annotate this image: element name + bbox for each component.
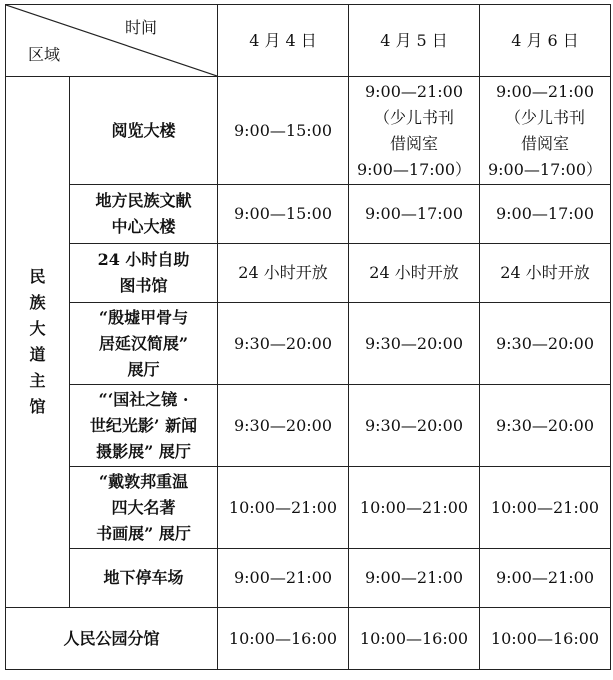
venue-name: “殷墟甲骨与 居延汉简展” 展厅 <box>70 303 218 385</box>
table-row <box>6 385 611 467</box>
hours-cell: 9:30—20:00 <box>480 385 611 467</box>
corner-area-label: 区域 <box>28 45 61 64</box>
table-row <box>6 185 611 244</box>
hours-cell: 9:30—20:00 <box>218 385 349 467</box>
hours-cell: 24 小时开放 <box>480 244 611 303</box>
corner-header-cell <box>6 5 218 77</box>
hours-cell: 10:00—21:00 <box>349 467 480 549</box>
date-header-apr5: 4 月 5 日 <box>349 5 480 77</box>
date-header-apr4: 4 月 4 日 <box>218 5 349 77</box>
branch-name: 人民公园分馆 <box>6 608 218 670</box>
hours-cell: 9:30—20:00 <box>349 385 480 467</box>
hours-cell: 9:00—15:00 <box>218 77 349 185</box>
hours-cell: 10:00—16:00 <box>349 608 480 670</box>
hours-cell: 10:00—16:00 <box>480 608 611 670</box>
main-library-group-label: 民 族 大 道 主 馆 <box>6 77 70 608</box>
hours-cell: 10:00—21:00 <box>218 467 349 549</box>
hours-cell: 9:00—15:00 <box>218 185 349 244</box>
hours-cell: 9:00—21:00 <box>480 549 611 608</box>
venue-name: “‘国社之镜 · 世纪光影’ 新闻 摄影展” 展厅 <box>70 385 218 467</box>
venue-name: “戴敦邦重温 四大名著 书画展” 展厅 <box>70 467 218 549</box>
hours-cell: 9:00—21:00 <box>349 549 480 608</box>
header-row <box>6 5 611 77</box>
corner-time-label: 时间 <box>124 18 157 37</box>
table-row <box>6 608 611 670</box>
opening-hours-table <box>5 4 611 670</box>
hours-cell: 9:30—20:00 <box>218 303 349 385</box>
table-row <box>6 303 611 385</box>
hours-cell: 9:00—21:00 （少儿书刊 借阅室 9:00—17:00） <box>480 77 611 185</box>
venue-name: 阅览大楼 <box>70 77 218 185</box>
venue-name: 24 小时自助 图书馆 <box>70 244 218 303</box>
date-header-apr6: 4 月 6 日 <box>480 5 611 77</box>
table-row <box>6 549 611 608</box>
hours-cell: 9:30—20:00 <box>349 303 480 385</box>
hours-cell: 24 小时开放 <box>218 244 349 303</box>
hours-cell: 9:00—17:00 <box>480 185 611 244</box>
hours-cell: 10:00—16:00 <box>218 608 349 670</box>
venue-name: 地下停车场 <box>70 549 218 608</box>
table-row <box>6 467 611 549</box>
hours-cell: 24 小时开放 <box>349 244 480 303</box>
hours-cell: 9:30—20:00 <box>480 303 611 385</box>
hours-cell: 10:00—21:00 <box>480 467 611 549</box>
hours-cell: 9:00—17:00 <box>349 185 480 244</box>
venue-name: 地方民族文献 中心大楼 <box>70 185 218 244</box>
hours-cell: 9:00—21:00 （少儿书刊 借阅室 9:00—17:00） <box>349 77 480 185</box>
table-row <box>6 244 611 303</box>
table-row <box>6 77 611 185</box>
hours-cell: 9:00—21:00 <box>218 549 349 608</box>
